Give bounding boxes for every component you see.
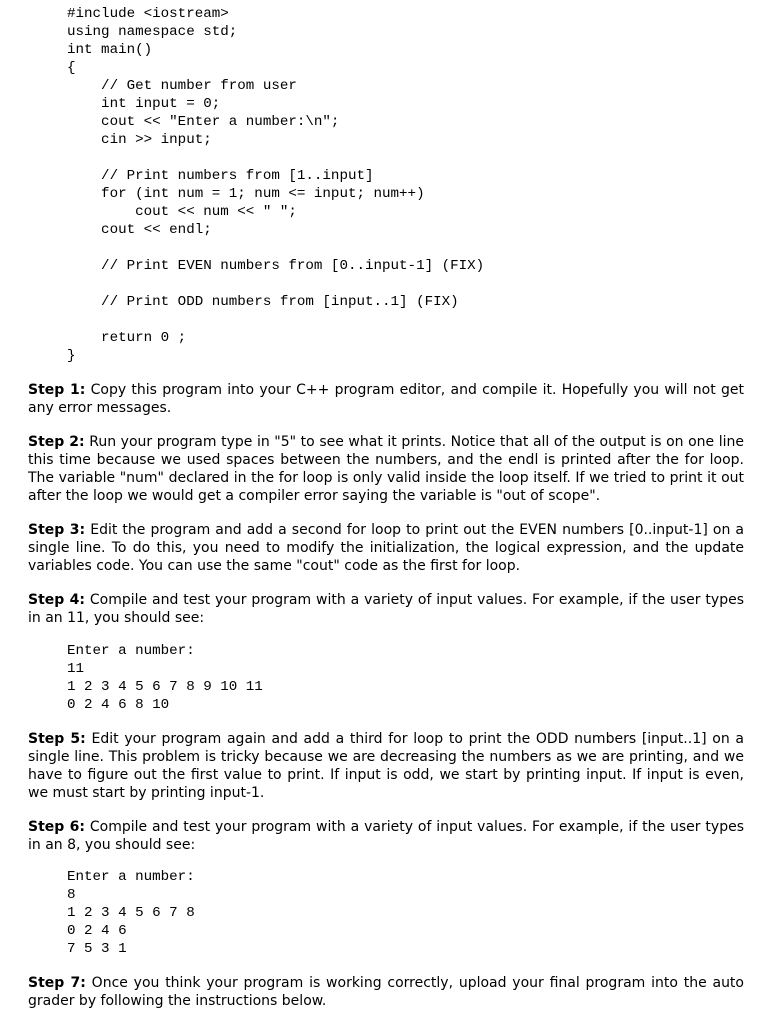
step-text: Copy this program into your C++ program editor, and compile it. Hopefully you will not get any error messages. — [28, 382, 744, 416]
step-text: Edit the program and add a second for loop to print out the EVEN numbers [0..input-1] on a single line. To do this, you need to modify the initialization, the logical expression, and the update variables code. You can use the same "cout" code as the first for loop. — [28, 522, 744, 574]
step-text: Compile and test your program with a variety of input values. For example, if the user types in an 11, you should see: — [28, 592, 745, 626]
step-text: Run your program type in "5" to see what it prints. Notice that all of the output is on one line this time because we used spaces between the numbers, and the endl is printed after the for loop. The variable "num" declared in the for loop is only valid inside the loop itself. If we tried to print it out after the loop we would get a compiler error saying the variable is "out of scope". — [28, 434, 745, 504]
step-2-paragraph — [28, 433, 744, 505]
code-line: // Get number from user — [67, 78, 297, 94]
step-label: Step 7: — [28, 975, 86, 991]
code-line: // Print EVEN numbers from [0..input-1] (FIX) — [67, 258, 485, 274]
output-line: 1 2 3 4 5 6 7 8 — [67, 905, 195, 921]
sample-output-8 — [67, 868, 195, 958]
step-5-paragraph — [28, 730, 744, 802]
output-line: 8 — [67, 887, 76, 903]
step-label: Step 1: — [28, 382, 86, 398]
output-line: 7 5 3 1 — [67, 941, 127, 957]
code-line: cout << "Enter a number:\n"; — [67, 114, 340, 130]
step-6-paragraph — [28, 818, 744, 854]
code-line: return 0 ; — [67, 330, 187, 346]
code-line: // Print ODD numbers from [input..1] (FIX) — [67, 294, 459, 310]
output-line: Enter a number: — [67, 643, 195, 659]
sample-output-11 — [67, 642, 263, 714]
step-7-paragraph — [28, 974, 744, 1010]
output-line: 1 2 3 4 5 6 7 8 9 10 11 — [67, 679, 263, 695]
step-text: Edit your program again and add a third for loop to print the ODD numbers [input..1] on a single line. This problem is tricky because we are decreasing the numbers as we are printing, and we have to figure out the first value to print. If input is odd, we start by printing input. If input is even, we must start by printing input-1. — [28, 731, 745, 801]
code-line: // Print numbers from [1..input] — [67, 168, 374, 184]
step-1-paragraph — [28, 381, 744, 417]
output-line: Enter a number: — [67, 869, 195, 885]
step-label: Step 6: — [28, 819, 85, 835]
step-3-paragraph — [28, 521, 744, 575]
code-line: cin >> input; — [67, 132, 212, 148]
step-label: Step 4: — [28, 592, 85, 608]
step-4-paragraph — [28, 591, 744, 627]
step-label: Step 3: — [28, 522, 86, 538]
code-line: #include <iostream> — [67, 6, 229, 22]
code-line: int input = 0; — [67, 96, 221, 112]
output-line: 0 2 4 6 8 10 — [67, 697, 170, 713]
step-text: Compile and test your program with a variety of input values. For example, if the user types in an 8, you should see: — [28, 819, 745, 853]
code-line: for (int num = 1; num <= input; num++) — [67, 186, 425, 202]
step-label: Step 5: — [28, 731, 86, 747]
code-line: { — [67, 60, 76, 76]
code-line: } — [67, 348, 76, 364]
step-text: Once you think your program is working correctly, upload your final program into the auto grader by following the instructions below. — [28, 975, 744, 1009]
code-line: cout << num << " "; — [67, 204, 297, 220]
output-line: 0 2 4 6 — [67, 923, 127, 939]
code-line: cout << endl; — [67, 222, 212, 238]
output-line: 11 — [67, 661, 85, 677]
code-line: int main() — [67, 42, 153, 58]
step-label: Step 2: — [28, 434, 85, 450]
program-code-block — [67, 5, 484, 365]
code-line: using namespace std; — [67, 24, 238, 40]
